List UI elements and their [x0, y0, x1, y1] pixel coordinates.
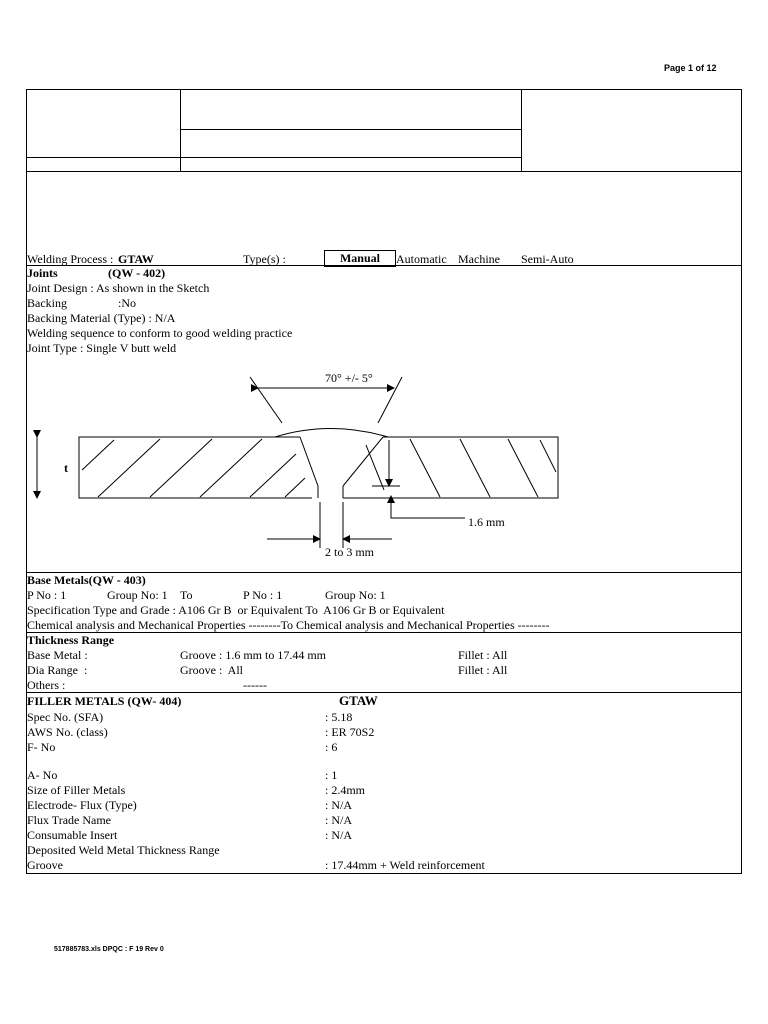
- chemical-analysis-line: Chemical analysis and Mechanical Properties --------To Chemical analysis and Mechanical Properties --------: [27, 618, 550, 632]
- filler-size-value: : 2.4mm: [325, 783, 366, 797]
- joint-design-line: Joint Design : As shown in the Sketch: [27, 281, 210, 295]
- backing-material-line: Backing Material (Type) : N/A: [27, 311, 176, 325]
- dia-range-label: Dia Range :: [27, 663, 88, 677]
- to-label: To: [180, 588, 193, 602]
- electrode-flux-value: : N/A: [325, 798, 352, 812]
- electrode-flux-label: Electrode- Flux (Type): [27, 798, 137, 812]
- a-no-value: : 1: [325, 768, 338, 782]
- specification-line: Specification Type and Grade : A106 Gr B or Equivalent To A106 Gr B or Equivalent: [27, 603, 445, 617]
- dia-range-fillet: Fillet : All: [458, 663, 508, 677]
- filler-process: GTAW: [339, 693, 378, 708]
- p-no-2: P No : 1: [243, 588, 283, 602]
- welding-process-value: GTAW: [118, 252, 154, 266]
- filler-size-label: Size of Filler Metals: [27, 783, 126, 797]
- dia-range-groove: Groove : All: [180, 663, 243, 677]
- thickness-range-heading: Thickness Range: [27, 633, 115, 647]
- type-manual-option: Manual: [324, 250, 396, 267]
- root-gap-label: 2 to 3 mm: [325, 545, 375, 559]
- type-machine-option: Machine: [458, 252, 500, 266]
- thickness-label: t: [64, 461, 68, 475]
- spec-no-label: Spec No. (SFA): [27, 710, 104, 724]
- joints-heading: Joints: [27, 266, 58, 280]
- footer-code: 517885783.xls DPQC : F 19 Rev 0: [54, 946, 164, 953]
- groove-value: : 17.44mm + Weld reinforcement: [325, 858, 485, 872]
- welding-process-label: Welding Process :: [27, 252, 114, 266]
- others-value: ------: [243, 678, 267, 692]
- group-no-1: Group No: 1: [107, 588, 168, 602]
- root-face-label: 1.6 mm: [468, 515, 505, 529]
- welding-sequence-line: Welding sequence to conform to good welding practice: [27, 326, 293, 340]
- others-label: Others :: [27, 678, 66, 692]
- f-no-value: : 6: [325, 740, 338, 754]
- groove-label: Groove: [27, 858, 63, 872]
- angle-label: 70° +/- 5°: [325, 371, 373, 385]
- base-metal-label: Base Metal :: [27, 648, 88, 662]
- consumable-insert-value: : N/A: [325, 828, 352, 842]
- p-no-1: P No : 1: [27, 588, 67, 602]
- joint-type-line: Joint Type : Single V butt weld: [27, 341, 177, 355]
- group-no-2: Group No: 1: [325, 588, 386, 602]
- page-number: Page 1 of 12: [664, 63, 717, 73]
- joint-sketch: [0, 360, 768, 575]
- f-no-label: F- No: [27, 740, 56, 754]
- type-automatic-option: Automatic: [396, 252, 447, 266]
- types-label: Type(s) :: [243, 252, 286, 266]
- backing-line: Backing :No: [27, 296, 136, 310]
- joints-code: (QW - 402): [108, 266, 166, 280]
- aws-no-value: : ER 70S2: [325, 725, 375, 739]
- filler-metals-heading: FILLER METALS (QW- 404): [27, 694, 182, 708]
- spec-no-value: : 5.18: [325, 710, 353, 724]
- deposited-thickness-label: Deposited Weld Metal Thickness Range: [27, 843, 220, 857]
- a-no-label: A- No: [27, 768, 58, 782]
- base-metal-groove: Groove : 1.6 mm to 17.44 mm: [180, 648, 326, 662]
- base-metals-heading: Base Metals(QW - 403): [27, 573, 146, 587]
- flux-trade-name-label: Flux Trade Name: [27, 813, 111, 827]
- type-semi-auto-option: Semi-Auto: [521, 252, 574, 266]
- base-metal-fillet: Fillet : All: [458, 648, 508, 662]
- consumable-insert-label: Consumable Insert: [27, 828, 118, 842]
- flux-trade-name-value: : N/A: [325, 813, 352, 827]
- aws-no-label: AWS No. (class): [27, 725, 108, 739]
